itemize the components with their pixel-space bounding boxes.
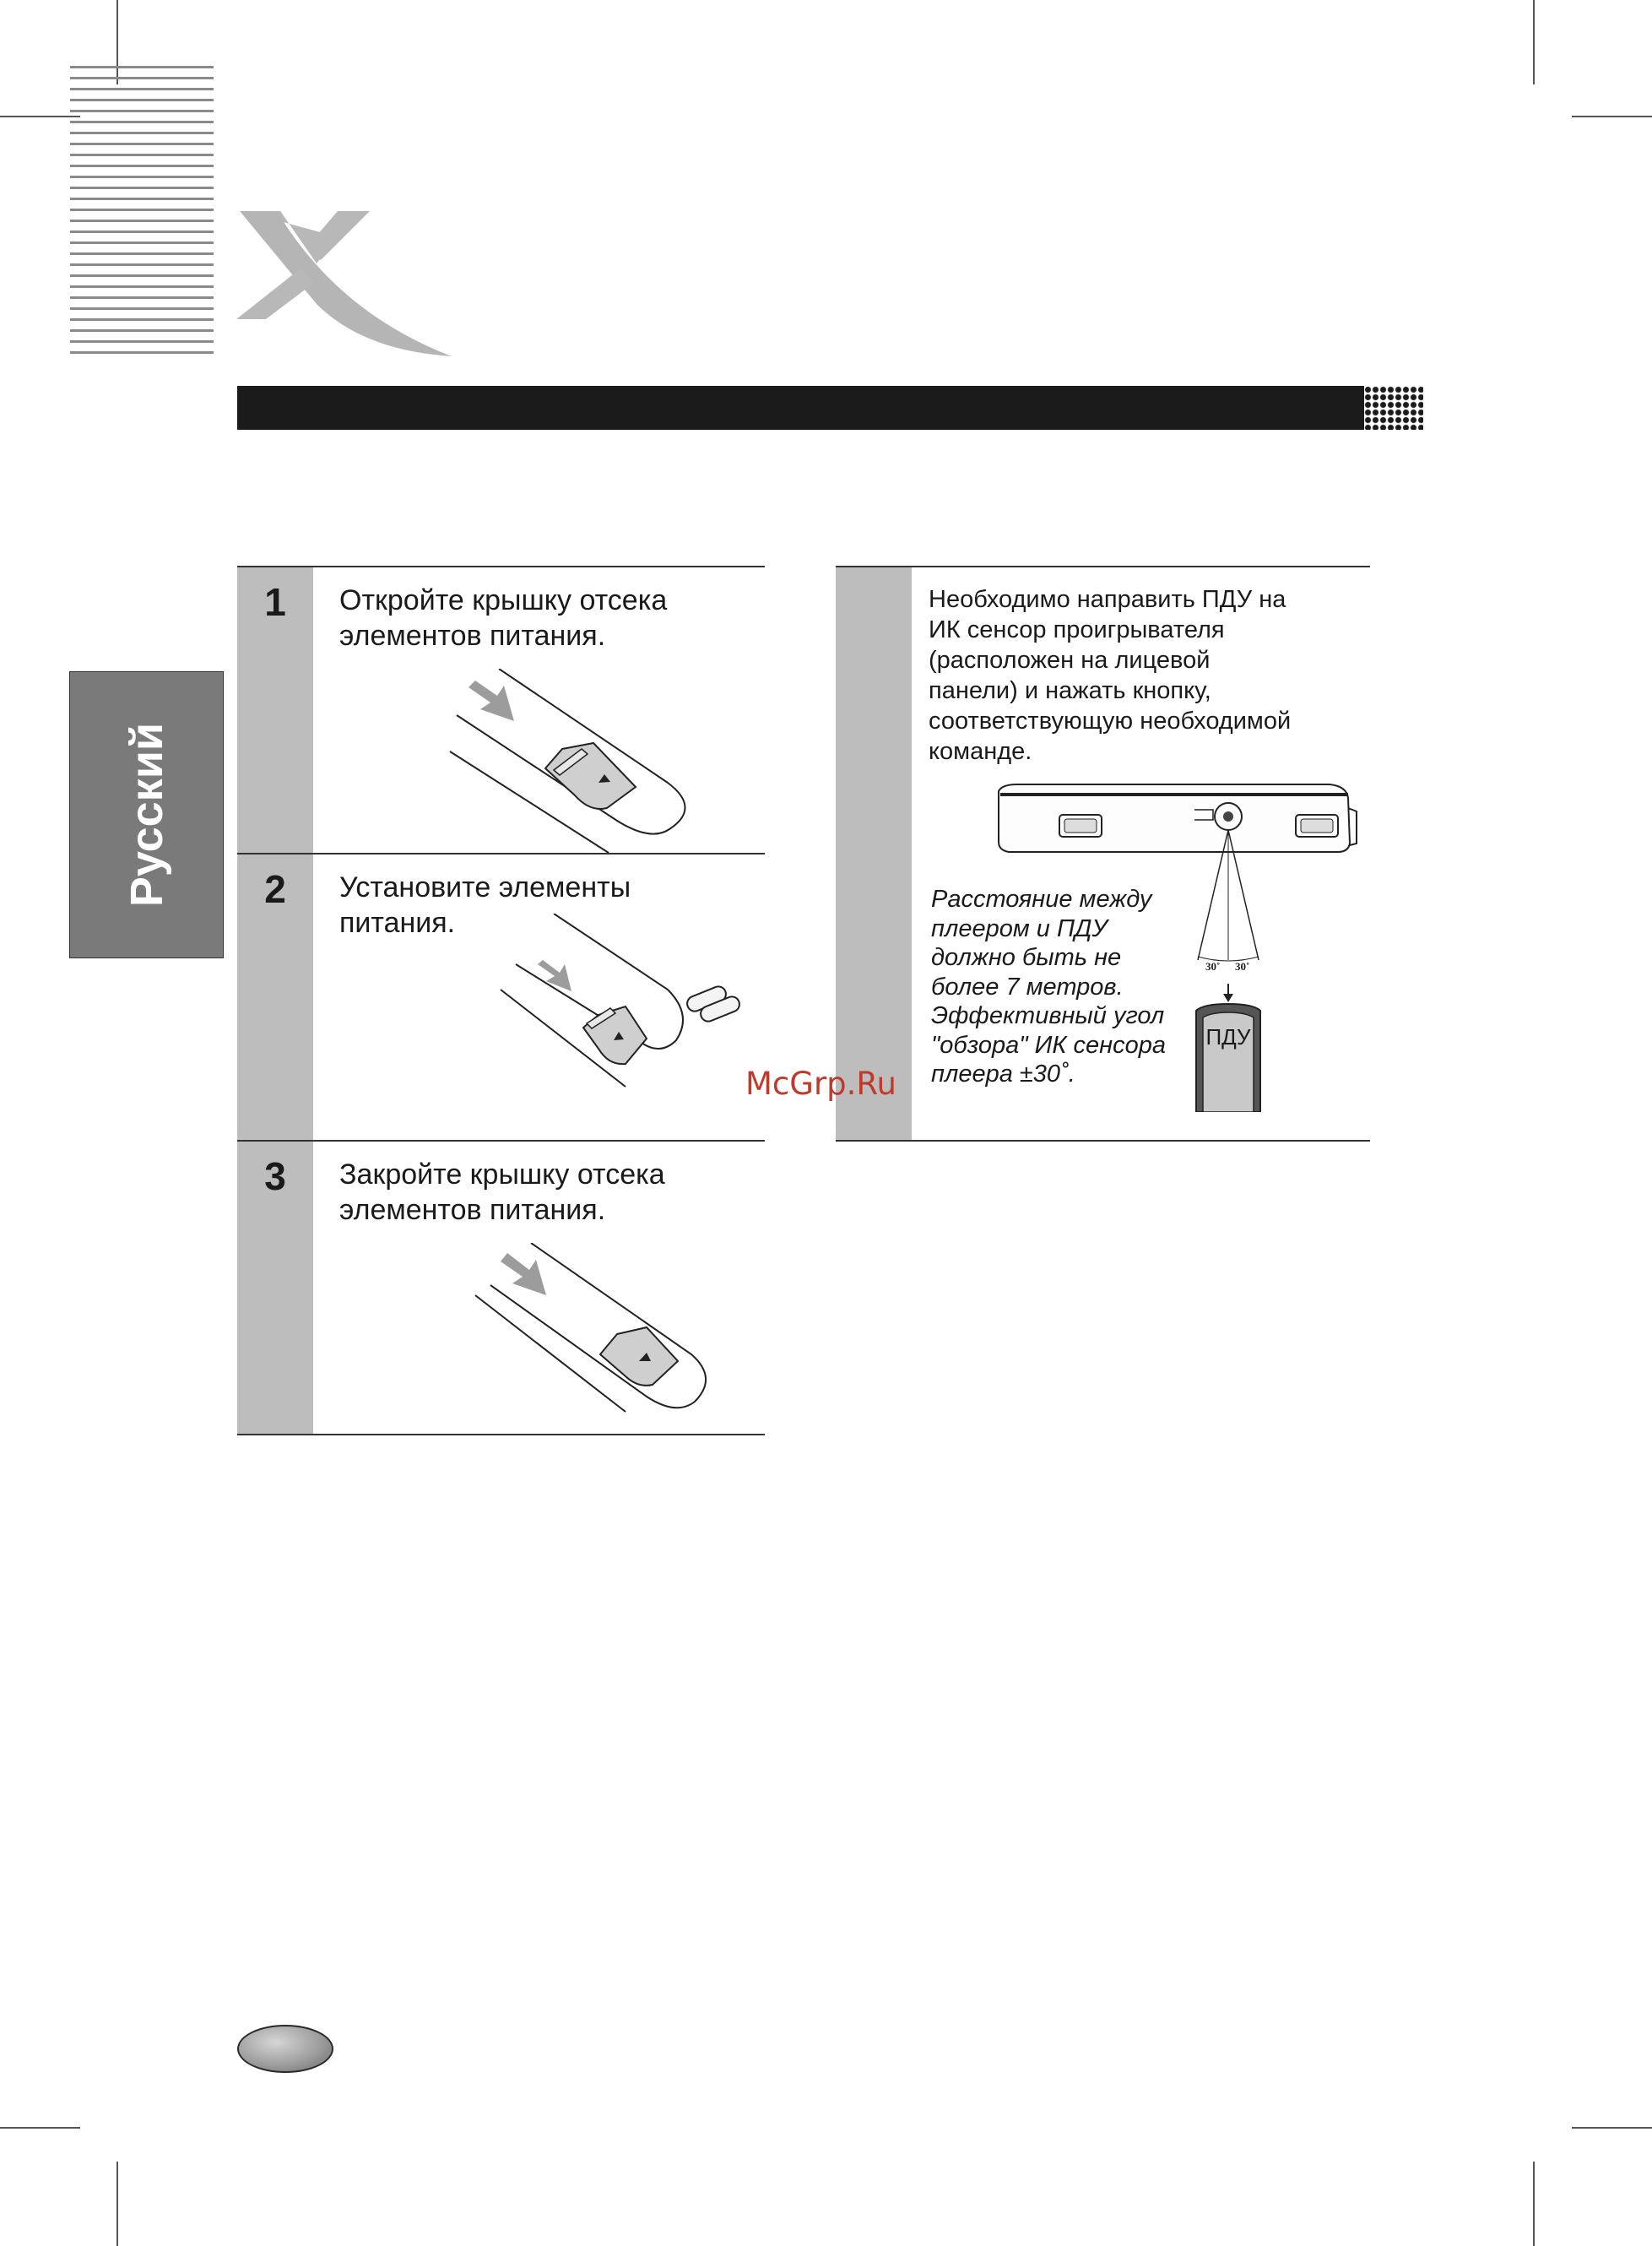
remote-label: ПДУ — [1205, 1024, 1251, 1050]
decorative-stripes — [70, 66, 214, 361]
language-tab — [69, 671, 224, 958]
remote-insert-batteries-icon — [499, 914, 761, 1116]
angle-right-label: 30˚ — [1235, 960, 1250, 973]
crop-mark — [0, 2127, 80, 2129]
step-text: Установите элементы питания. — [339, 871, 631, 939]
crop-mark — [1572, 2127, 1652, 2129]
remote-usage-note — [836, 566, 1370, 1142]
player-ir-range-diagram — [992, 783, 1372, 1112]
crop-mark — [0, 116, 80, 117]
angle-left-label: 30˚ — [1205, 960, 1221, 973]
header-bar — [237, 386, 1423, 430]
crop-mark — [1572, 116, 1652, 117]
note-distance-text: Расстояние между плеером и ПДУ должно быть не более 7 метров. Эффективный угол "обзора" ИК сенсора плеера ±30˚. — [931, 886, 1166, 1088]
step-number: 3 — [264, 1154, 286, 1198]
step-number: 1 — [264, 580, 286, 624]
note-column — [836, 567, 912, 1140]
step-text: Откройте крышку отсека элементов питания. — [339, 584, 668, 652]
watermark: McGrp.Ru — [745, 1066, 896, 1102]
step-text: Закройте крышку отсека элементов питания. — [339, 1158, 665, 1226]
crop-mark — [1533, 2162, 1535, 2246]
crop-mark — [116, 2162, 118, 2246]
step-number: 2 — [264, 867, 286, 911]
step-1 — [237, 566, 765, 854]
page-number-badge — [237, 2025, 333, 2073]
remote-close-cover-icon — [474, 1243, 735, 1429]
language-tab-label: Русский — [121, 722, 172, 908]
crop-mark — [1533, 0, 1535, 84]
brand-x-logo-icon — [236, 211, 456, 359]
note-text: Необходимо направить ПДУ на ИК сенсор проигрывателя (расположен на лицевой панели) и нажать кнопку, соответствующую необходимой команде. — [929, 586, 1292, 765]
step-3 — [237, 1142, 765, 1435]
step-2 — [237, 854, 765, 1142]
remote-open-cover-icon — [448, 669, 727, 854]
